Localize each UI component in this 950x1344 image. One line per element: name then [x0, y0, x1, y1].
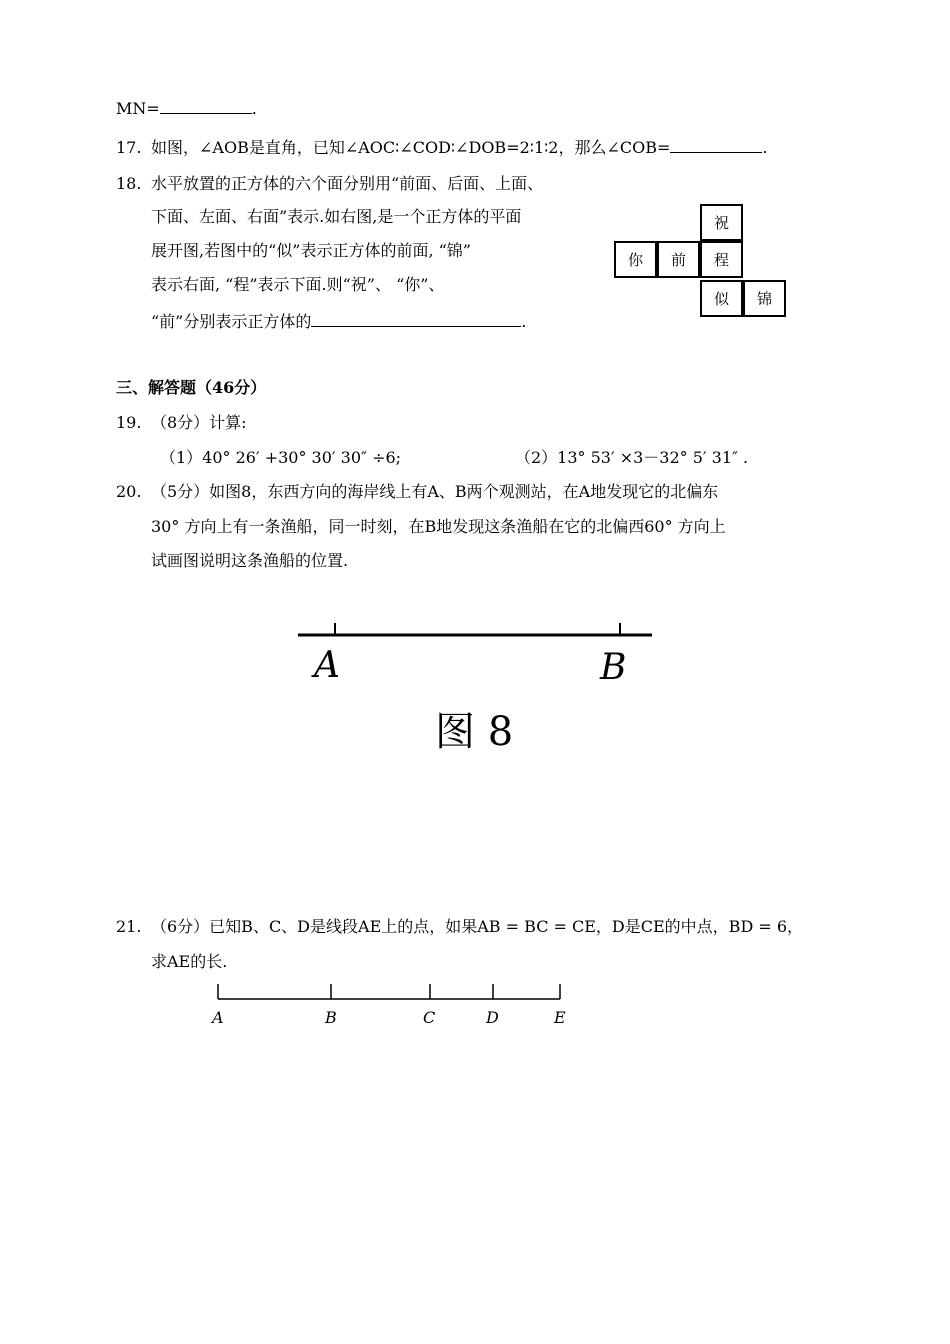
q20-number: 20. [116, 482, 142, 501]
figure-8-label-a: A [314, 645, 340, 686]
q19-part-1: （1）40° 26′ +30° 30′ 30″ ÷6; [160, 448, 402, 467]
figure-8-caption: 图 8 [435, 709, 514, 755]
point-label-a: A [212, 1008, 224, 1027]
q21-number: 21. [116, 917, 142, 936]
q19-text: （8分）计算: [151, 413, 247, 432]
figure-8 [290, 615, 670, 765]
net-cell-qian: 前 [657, 241, 700, 278]
section-3-title: 三、解答题（46分） [116, 378, 267, 397]
q20-line-3: 试画图说明这条渔船的位置. [151, 551, 349, 570]
net-cell-si: 似 [700, 280, 743, 317]
net-cell-cheng: 程 [700, 241, 743, 278]
q18-line-3: 展开图,若图中的“似”表示正方体的前面, “锦” [151, 241, 471, 260]
net-cell-jin: 锦 [743, 280, 786, 317]
q18-line-1: 水平放置的正方体的六个面分别用“前面、后面、上面、 [151, 174, 544, 193]
point-label-c: C [423, 1008, 436, 1027]
q16-answer-blank [160, 99, 252, 114]
figure-8-label-b: B [600, 647, 627, 688]
point-label-d: D [486, 1008, 499, 1027]
net-cell-zhu: 祝 [700, 204, 743, 241]
q16-text: MN= [116, 99, 160, 118]
q19-part-2: （2）13° 53′ ×3－32° 5′ 31″ . [515, 448, 749, 467]
q18-line-4: 表示右面, “程”表示下面.则“祝”、 “你”、 [151, 275, 445, 294]
q18-line-5 [151, 312, 526, 332]
segment-ae-figure [200, 975, 580, 1035]
q18-answer-blank [311, 312, 521, 327]
q17-text: 如图，∠AOB是直角，已知∠AOC∶∠COD∶∠DOB=2∶1∶2，那么∠COB= [151, 138, 671, 157]
q17-answer-blank [670, 138, 762, 153]
q17-question [151, 138, 768, 158]
point-label-e: E [554, 1008, 566, 1027]
net-cell-ni: 你 [614, 241, 657, 278]
q17-end: . [762, 138, 768, 157]
q21-line-2: 求AE的长. [151, 952, 228, 971]
cube-net [614, 204, 794, 320]
q16-end: . [251, 99, 257, 118]
q21-line-1: （6分）已知B、C、D是线段AE上的点，如果AB = BC = CE，D是CE的中点，BD = 6， [151, 917, 804, 936]
q16-tail [116, 99, 257, 119]
q18-line-2: 下面、左面、右面”表示.如右图,是一个正方体的平面 [151, 207, 522, 226]
q20-line-1: （5分）如图8，东西方向的海岸线上有A、B两个观测站，在A地发现它的北偏东 [151, 482, 719, 501]
q17-number: 17. [116, 138, 142, 157]
point-label-b: B [325, 1008, 337, 1027]
q18-number: 18. [116, 174, 142, 193]
q18-line-5-text: “前”分别表示正方体的 [151, 312, 312, 331]
q19-number: 19. [116, 413, 142, 432]
q18-end: . [521, 312, 527, 331]
q20-line-2: 30° 方向上有一条渔船，同一时刻，在B地发现这条渔船在它的北偏西60° 方向上 [151, 517, 726, 536]
